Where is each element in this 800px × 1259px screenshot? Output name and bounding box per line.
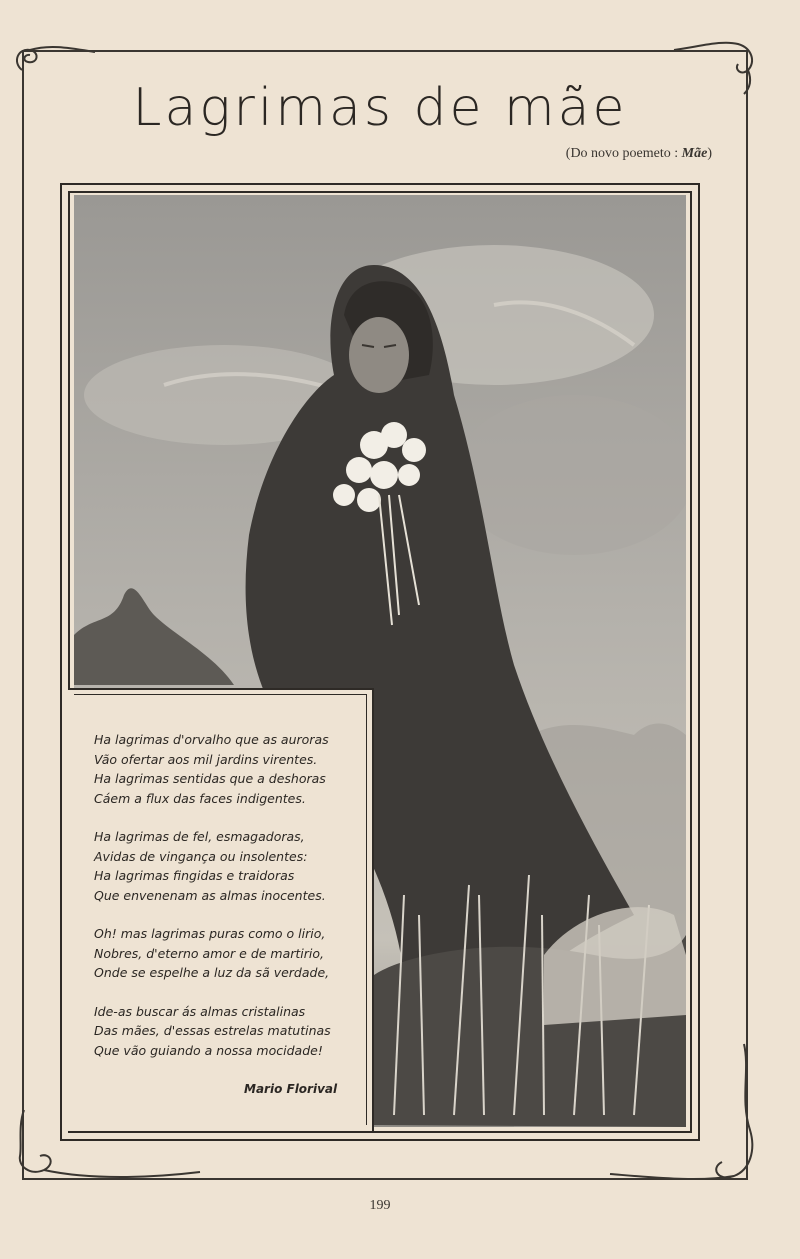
poem-line: Ha lagrimas fingidas e traidoras [94,868,295,883]
stanza [94,827,364,905]
page-title: Lagrimas de mãe [132,78,628,138]
stanza [94,924,364,983]
poem-line: Das mães, d'essas estrelas matutinas [94,1023,331,1038]
poem-line: Ha lagrimas d'orvalho que as auroras [94,732,329,747]
poem-author: Mario Florival [244,1082,338,1096]
subtitle-work: Mãe [681,146,708,161]
poem-line: Avidas de vingança ou insolentes: [94,848,308,864]
poem-line: Que envenenam as almas inocentes. [94,887,326,903]
poem-line: Oh! mas lagrimas puras como o lirio, [94,926,326,941]
ornament-top-left [10,40,100,80]
poem-line: Nobres, d'eterno amor e de martirio, [94,945,324,961]
poem-line: Ide-as buscar ás almas cristalinas [94,1003,306,1019]
poem-line: Ha lagrimas de fel, esmagadoras, [94,829,305,844]
poem-line: Cáem a flux das faces indigentes. [94,790,306,806]
poem-line: Que vão guiando a nossa mocidade! [94,1042,323,1058]
stanza [94,730,364,808]
poem-line: Onde se espelhe a luz da sã verdade, [94,965,330,980]
page-number: 199 [369,1198,391,1213]
poem [94,730,364,1079]
poem-line: Ha lagrimas sentidas que a deshoras [94,771,326,786]
stanza [94,1002,364,1061]
poem-line: Vão ofertar aos mil jardins virentes. [94,751,318,767]
subtitle: (Do novo poemeto : Mãe) [565,146,712,161]
